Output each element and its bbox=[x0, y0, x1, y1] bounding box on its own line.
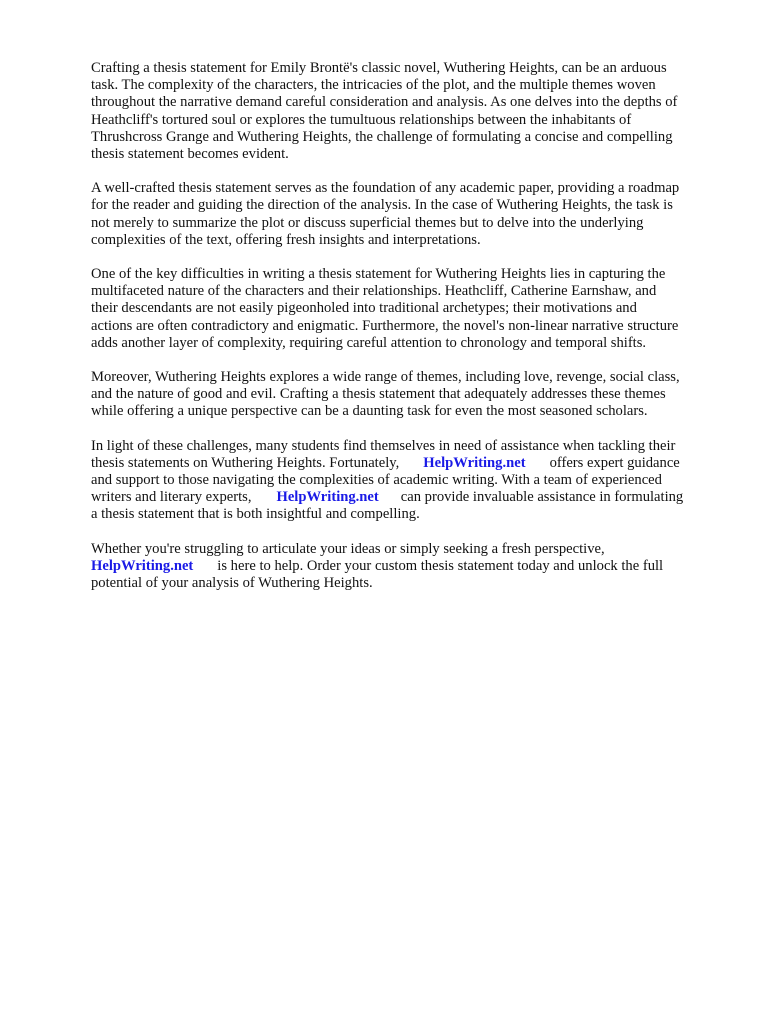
document-body bbox=[91, 60, 731, 609]
text-line: while offering a unique perspective can be a daunting task for even the most seasoned scholars. bbox=[91, 403, 648, 420]
helpwriting-link[interactable]: HelpWriting.net bbox=[276, 489, 379, 506]
text-line: for the reader and guiding the direction of the analysis. In the case of Wuthering Heights, the task is bbox=[91, 197, 673, 214]
text-line: A well-crafted thesis statement serves as the foundation of any academic paper, providing a roadmap bbox=[91, 180, 680, 197]
text-line: Whether you're struggling to articulate your ideas or simply seeking a fresh perspective, bbox=[91, 540, 605, 557]
paragraph-closing bbox=[91, 541, 731, 593]
paragraph-difficulties bbox=[91, 266, 731, 352]
text-line: a thesis statement that is both insightful and compelling. bbox=[91, 506, 420, 523]
text-line: In light of these challenges, many students find themselves in need of assistance when tackling their bbox=[91, 437, 676, 454]
text-line: Crafting a thesis statement for Emily Brontë's classic novel, Wuthering Heights, can be an arduous bbox=[91, 60, 667, 76]
text-line: Thrushcross Grange and Wuthering Heights, the challenge of formulating a concise and compelling bbox=[91, 128, 673, 145]
text-line: thesis statement becomes evident. bbox=[91, 146, 289, 163]
text-segment: offers expert guidance bbox=[549, 454, 680, 471]
text-line: adds another layer of complexity, requiring careful attention to chronology and temporal shifts. bbox=[91, 334, 647, 351]
text-line bbox=[91, 489, 731, 506]
helpwriting-link[interactable]: HelpWriting.net bbox=[91, 557, 194, 574]
text-line: potential of your analysis of Wuthering Heights. bbox=[91, 575, 373, 592]
text-line: Moreover, Wuthering Heights explores a wide range of themes, including love, revenge, social class, bbox=[91, 369, 680, 386]
text-line: and the nature of good and evil. Crafting a thesis statement that adequately addresses these themes bbox=[91, 386, 666, 403]
text-segment: thesis statements on Wuthering Heights. Fortunately, bbox=[91, 454, 400, 471]
text-segment: is here to help. Order your custom thesis statement today and unlock the full bbox=[217, 557, 664, 574]
text-line bbox=[91, 558, 731, 575]
text-line: and support to those navigating the complexities of academic writing. With a team of experienced bbox=[91, 472, 662, 489]
text-line: complexities of the text, offering fresh insights and interpretations. bbox=[91, 231, 481, 248]
text-line bbox=[91, 455, 731, 472]
paragraph-foundation bbox=[91, 180, 731, 249]
text-segment: can provide invaluable assistance in formulating bbox=[400, 489, 684, 506]
paragraph-intro bbox=[91, 60, 731, 163]
text-line: their descendants are not easily pigeonholed into traditional archetypes; their motivations and bbox=[91, 300, 637, 317]
paragraph-assistance bbox=[91, 438, 731, 524]
text-line: Heathcliff's tortured soul or explores the tumultuous relationships between the inhabitants of bbox=[91, 111, 632, 128]
text-line: One of the key difficulties in writing a thesis statement for Wuthering Heights lies in capturing the bbox=[91, 266, 666, 283]
text-line: task. The complexity of the characters, the intricacies of the plot, and the multiple themes woven bbox=[91, 77, 656, 94]
text-line: multifaceted nature of the characters and their relationships. Heathcliff, Catherine Earnshaw, and bbox=[91, 283, 657, 300]
paragraph-themes bbox=[91, 369, 731, 421]
text-line: actions are often contradictory and enigmatic. Furthermore, the novel's non-linear narrative structure bbox=[91, 317, 679, 334]
text-segment: writers and literary experts, bbox=[91, 489, 252, 506]
text-line: not merely to summarize the plot or discuss superficial themes but to delve into the underlying bbox=[91, 214, 644, 231]
helpwriting-link[interactable]: HelpWriting.net bbox=[423, 454, 526, 471]
text-line: throughout the narrative demand careful consideration and analysis. As one delves into the depths of bbox=[91, 94, 678, 111]
